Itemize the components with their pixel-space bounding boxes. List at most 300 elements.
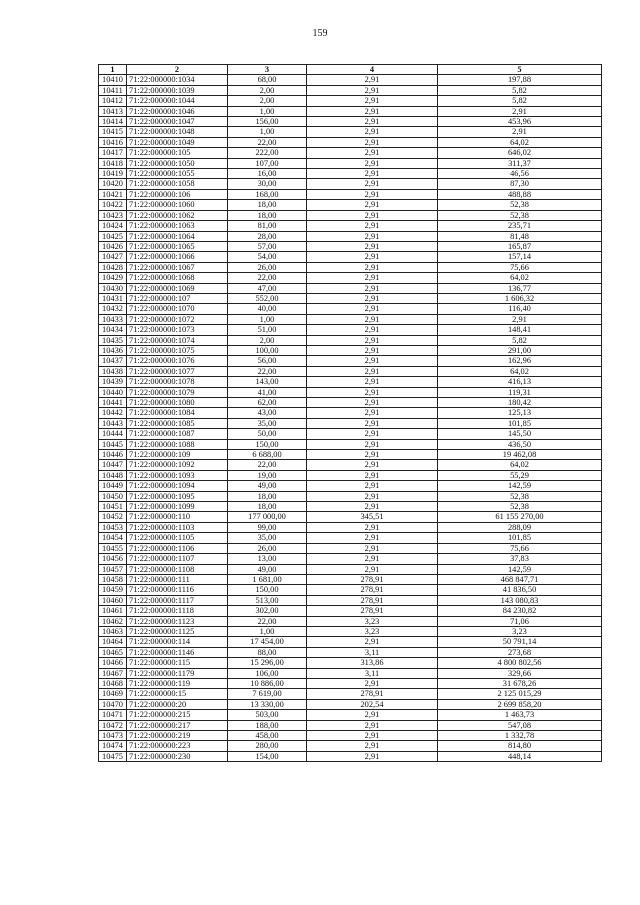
total-value: 488,88 [438,189,602,199]
row-number: 10426 [99,241,127,251]
rate-value: 2,91 [307,398,438,408]
row-number: 10410 [99,75,127,85]
row-number: 10453 [99,522,127,532]
cadastral-number: 71:22:000000:1060 [127,200,228,210]
area-value: 18,00 [228,491,307,501]
rate-value: 2,91 [307,418,438,428]
row-number: 10464 [99,637,127,647]
table-row [99,85,602,95]
cadastral-number: 71:22:000000:20 [127,699,228,709]
row-number: 10458 [99,574,127,584]
row-number: 10421 [99,189,127,199]
area-value: 13,00 [228,554,307,564]
rate-value: 313,86 [307,658,438,668]
row-number: 10416 [99,137,127,147]
table-row [99,470,602,480]
row-number: 10427 [99,252,127,262]
header-col-4: 4 [307,65,438,75]
total-value: 55,29 [438,470,602,480]
total-value: 1 332,78 [438,731,602,741]
rate-value: 2,91 [307,325,438,335]
total-value: 157,14 [438,252,602,262]
table-row [99,741,602,751]
total-value: 453,96 [438,117,602,127]
table-row [99,96,602,106]
cadastral-number: 71:22:000000:15 [127,689,228,699]
table-row [99,356,602,366]
table-row [99,554,602,564]
row-number: 10443 [99,418,127,428]
table-row [99,283,602,293]
table-row [99,564,602,574]
row-number: 10423 [99,210,127,220]
table-row [99,429,602,439]
row-number: 10441 [99,398,127,408]
cadastral-number: 71:22:000000:1069 [127,283,228,293]
row-number: 10451 [99,502,127,512]
row-number: 10472 [99,720,127,730]
area-value: 6 688,00 [228,450,307,460]
cadastral-number: 71:22:000000:105 [127,148,228,158]
area-value: 41,00 [228,387,307,397]
rate-value: 2,91 [307,491,438,501]
rate-value: 202,54 [307,699,438,709]
table-row [99,616,602,626]
row-number: 10460 [99,595,127,605]
total-value: 116,40 [438,304,602,314]
total-value: 329,66 [438,668,602,678]
area-value: 22,00 [228,137,307,147]
row-number: 10425 [99,231,127,241]
row-number: 10474 [99,741,127,751]
cadastral-number: 71:22:000000:1107 [127,554,228,564]
rate-value: 278,91 [307,595,438,605]
total-value: 52,38 [438,200,602,210]
rate-value: 2,91 [307,106,438,116]
total-value: 180,42 [438,398,602,408]
cadastral-number: 71:22:000000:111 [127,574,228,584]
area-value: 154,00 [228,751,307,761]
total-value: 1 463,73 [438,710,602,720]
rate-value: 2,91 [307,533,438,543]
total-value: 37,83 [438,554,602,564]
total-value: 101,85 [438,533,602,543]
total-value: 2,91 [438,106,602,116]
total-value: 19 462,08 [438,450,602,460]
rate-value: 2,91 [307,564,438,574]
rate-value: 2,91 [307,345,438,355]
table-body [99,75,602,762]
row-number: 10438 [99,366,127,376]
cadastral-number: 71:22:000000:1125 [127,626,228,636]
total-value: 41 836,50 [438,585,602,595]
row-number: 10432 [99,304,127,314]
row-number: 10413 [99,106,127,116]
total-value: 1 606,32 [438,293,602,303]
table-row [99,345,602,355]
cadastral-number: 71:22:000000:1093 [127,470,228,480]
rate-value: 2,91 [307,335,438,345]
cadastral-number: 71:22:000000:1087 [127,429,228,439]
row-number: 10466 [99,658,127,668]
rate-value: 2,91 [307,377,438,387]
area-value: 280,00 [228,741,307,751]
cadastral-number: 71:22:000000:1050 [127,158,228,168]
total-value: 2 125 015,29 [438,689,602,699]
area-value: 458,00 [228,731,307,741]
row-number: 10411 [99,85,127,95]
rate-value: 2,91 [307,85,438,95]
cadastral-number: 71:22:000000:1066 [127,252,228,262]
area-value: 51,00 [228,325,307,335]
total-value: 436,50 [438,439,602,449]
area-value: 177 000,00 [228,512,307,522]
row-number: 10473 [99,731,127,741]
total-value: 46,56 [438,169,602,179]
cadastral-number: 71:22:000000:1092 [127,460,228,470]
rate-value: 2,91 [307,502,438,512]
area-value: 188,00 [228,720,307,730]
table-row [99,574,602,584]
table-row [99,304,602,314]
table-row [99,522,602,532]
row-number: 10434 [99,325,127,335]
area-value: 7 619,00 [228,689,307,699]
total-value: 468 847,71 [438,574,602,584]
cadastral-number: 71:22:000000:1076 [127,356,228,366]
cadastral-number: 71:22:000000:1067 [127,262,228,272]
cadastral-number: 71:22:000000:219 [127,731,228,741]
area-value: 18,00 [228,502,307,512]
rate-value: 2,91 [307,731,438,741]
row-number: 10465 [99,647,127,657]
total-value: 2,91 [438,127,602,137]
total-value: 64,02 [438,273,602,283]
total-value: 165,87 [438,241,602,251]
rate-value: 2,91 [307,387,438,397]
table-row [99,252,602,262]
area-value: 552,00 [228,293,307,303]
cadastral-number: 71:22:000000:1095 [127,491,228,501]
area-value: 18,00 [228,210,307,220]
table-row [99,210,602,220]
cadastral-number: 71:22:000000:1078 [127,377,228,387]
area-value: 18,00 [228,200,307,210]
header-col-2: 2 [127,65,228,75]
cadastral-number: 71:22:000000:1062 [127,210,228,220]
rate-value: 2,91 [307,554,438,564]
table-row [99,491,602,501]
area-value: 22,00 [228,273,307,283]
row-number: 10415 [99,127,127,137]
area-value: 68,00 [228,75,307,85]
rate-value: 2,91 [307,169,438,179]
total-value: 61 155 270,00 [438,512,602,522]
area-value: 2,00 [228,335,307,345]
row-number: 10439 [99,377,127,387]
total-value: 81,48 [438,231,602,241]
area-value: 35,00 [228,533,307,543]
rate-value: 2,91 [307,262,438,272]
row-number: 10447 [99,460,127,470]
table-row [99,137,602,147]
rate-value: 278,91 [307,606,438,616]
area-value: 1 681,00 [228,574,307,584]
row-number: 10440 [99,387,127,397]
rate-value: 2,91 [307,304,438,314]
table-row [99,460,602,470]
cadastral-number: 71:22:000000:119 [127,678,228,688]
table-row [99,543,602,553]
area-value: 150,00 [228,439,307,449]
table-row [99,221,602,231]
cadastral-number: 71:22:000000:1118 [127,606,228,616]
row-number: 10455 [99,543,127,553]
table-row [99,418,602,428]
total-value: 2,91 [438,314,602,324]
area-value: 2,00 [228,85,307,95]
total-value: 64,02 [438,460,602,470]
rate-value: 2,91 [307,720,438,730]
table-row [99,710,602,720]
area-value: 150,00 [228,585,307,595]
table-row [99,637,602,647]
area-value: 22,00 [228,616,307,626]
total-value: 64,02 [438,366,602,376]
rate-value: 3,11 [307,647,438,657]
total-value: 288,09 [438,522,602,532]
row-number: 10436 [99,345,127,355]
rate-value: 2,91 [307,283,438,293]
rate-value: 2,91 [307,460,438,470]
row-number: 10454 [99,533,127,543]
rate-value: 2,91 [307,481,438,491]
row-number: 10437 [99,356,127,366]
row-number: 10449 [99,481,127,491]
total-value: 547,08 [438,720,602,730]
rate-value: 2,91 [307,200,438,210]
area-value: 100,00 [228,345,307,355]
cadastral-number: 71:22:000000:1080 [127,398,228,408]
total-value: 311,37 [438,158,602,168]
cadastral-number: 71:22:000000:114 [127,637,228,647]
table-row [99,200,602,210]
cadastral-number: 71:22:000000:1072 [127,314,228,324]
total-value: 814,80 [438,741,602,751]
cadastral-number: 71:22:000000:1044 [127,96,228,106]
rate-value: 2,91 [307,741,438,751]
cadastral-number: 71:22:000000:230 [127,751,228,761]
rate-value: 2,91 [307,221,438,231]
cadastral-number: 71:22:000000:115 [127,658,228,668]
rate-value: 2,91 [307,179,438,189]
rate-value: 2,91 [307,189,438,199]
area-value: 10 886,00 [228,678,307,688]
cadastral-number: 71:22:000000:1084 [127,408,228,418]
area-value: 22,00 [228,366,307,376]
cadastral-number: 71:22:000000:1077 [127,366,228,376]
row-number: 10467 [99,668,127,678]
rate-value: 278,91 [307,585,438,595]
rate-value: 2,91 [307,158,438,168]
cadastral-number: 71:22:000000:215 [127,710,228,720]
cadastral-number: 71:22:000000:1079 [127,387,228,397]
total-value: 125,13 [438,408,602,418]
rate-value: 2,91 [307,429,438,439]
total-value: 71,06 [438,616,602,626]
total-value: 291,00 [438,345,602,355]
cadastral-number: 71:22:000000:1075 [127,345,228,355]
total-value: 273,68 [438,647,602,657]
cadastral-number: 71:22:000000:1085 [127,418,228,428]
cadastral-number: 71:22:000000:109 [127,450,228,460]
rate-value: 2,91 [307,710,438,720]
total-value: 197,88 [438,75,602,85]
total-value: 2 699 858,20 [438,699,602,709]
area-value: 1,00 [228,127,307,137]
total-value: 646,02 [438,148,602,158]
total-value: 142,59 [438,481,602,491]
header-col-1: 1 [99,65,127,75]
row-number: 10445 [99,439,127,449]
cadastral-number: 71:22:000000:1105 [127,533,228,543]
area-value: 43,00 [228,408,307,418]
table-row [99,169,602,179]
row-number: 10471 [99,710,127,720]
table-row [99,606,602,616]
rate-value: 2,91 [307,408,438,418]
total-value: 142,59 [438,564,602,574]
table-row [99,450,602,460]
table-row [99,117,602,127]
total-value: 143 080,83 [438,595,602,605]
cadastral-number: 71:22:000000:1073 [127,325,228,335]
table-row [99,585,602,595]
cadastral-number: 71:22:000000:1034 [127,75,228,85]
area-value: 1,00 [228,314,307,324]
total-value: 52,38 [438,210,602,220]
total-value: 31 678,26 [438,678,602,688]
table-row [99,231,602,241]
rate-value: 2,91 [307,543,438,553]
area-value: 57,00 [228,241,307,251]
table-row [99,533,602,543]
total-value: 52,38 [438,491,602,501]
cadastral-number: 71:22:000000:107 [127,293,228,303]
row-number: 10468 [99,678,127,688]
table-row [99,481,602,491]
area-value: 49,00 [228,481,307,491]
cadastral-number: 71:22:000000:217 [127,720,228,730]
area-value: 49,00 [228,564,307,574]
rate-value: 2,91 [307,293,438,303]
table-row [99,595,602,605]
rate-value: 2,91 [307,439,438,449]
total-value: 162,96 [438,356,602,366]
table-row [99,148,602,158]
table-row [99,314,602,324]
total-value: 5,82 [438,85,602,95]
cadastral-number: 71:22:000000:1099 [127,502,228,512]
row-number: 10420 [99,179,127,189]
cadastral-number: 71:22:000000:1065 [127,241,228,251]
cadastral-number: 71:22:000000:1146 [127,647,228,657]
row-number: 10419 [99,169,127,179]
cadastral-number: 71:22:000000:1063 [127,221,228,231]
row-number: 10430 [99,283,127,293]
rate-value: 2,91 [307,366,438,376]
area-value: 81,00 [228,221,307,231]
cadastral-number: 71:22:000000:1108 [127,564,228,574]
table-row [99,512,602,522]
cadastral-number: 71:22:000000:1064 [127,231,228,241]
row-number: 10457 [99,564,127,574]
table-row [99,699,602,709]
total-value: 4 800 802,56 [438,658,602,668]
cadastral-number: 71:22:000000:1088 [127,439,228,449]
row-number: 10412 [99,96,127,106]
table-row [99,158,602,168]
table-row [99,262,602,272]
area-value: 107,00 [228,158,307,168]
total-value: 136,77 [438,283,602,293]
rate-value: 2,91 [307,273,438,283]
table-row [99,731,602,741]
table-row [99,179,602,189]
page-number: 159 [312,28,328,39]
rate-value: 3,23 [307,626,438,636]
rate-value: 2,91 [307,75,438,85]
cadastral-number: 71:22:000000:1106 [127,543,228,553]
row-number: 10417 [99,148,127,158]
table-row [99,668,602,678]
row-number: 10459 [99,585,127,595]
total-value: 119,31 [438,387,602,397]
cadastral-number: 71:22:000000:110 [127,512,228,522]
total-value: 235,71 [438,221,602,231]
row-number: 10444 [99,429,127,439]
total-value: 148,41 [438,325,602,335]
row-number: 10448 [99,470,127,480]
row-number: 10461 [99,606,127,616]
rate-value: 2,91 [307,252,438,262]
total-value: 145,50 [438,429,602,439]
row-number: 10470 [99,699,127,709]
area-value: 30,00 [228,179,307,189]
cadastral-number: 71:22:000000:1058 [127,179,228,189]
table-row [99,689,602,699]
area-value: 106,00 [228,668,307,678]
row-number: 10431 [99,293,127,303]
row-number: 10462 [99,616,127,626]
rate-value: 2,91 [307,751,438,761]
total-value: 50 791,14 [438,637,602,647]
cadastral-number: 71:22:000000:106 [127,189,228,199]
row-number: 10435 [99,335,127,345]
row-number: 10463 [99,626,127,636]
area-value: 22,00 [228,460,307,470]
header-col-3: 3 [228,65,307,75]
table-row [99,293,602,303]
table-header-row [99,65,602,75]
rate-value: 278,91 [307,689,438,699]
area-value: 50,00 [228,429,307,439]
table-row [99,502,602,512]
rate-value: 278,91 [307,574,438,584]
table-row [99,75,602,85]
total-value: 416,13 [438,377,602,387]
rate-value: 3,11 [307,668,438,678]
